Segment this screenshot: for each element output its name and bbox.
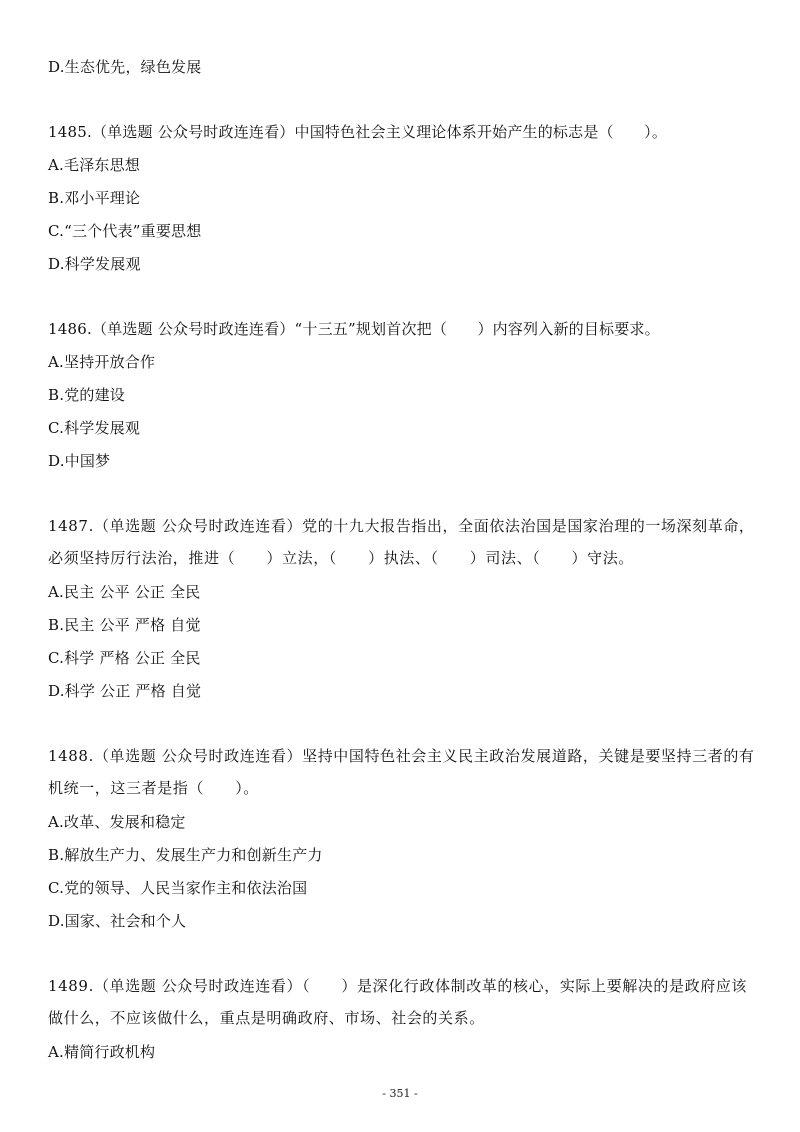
- option-text: A.改革、发展和稳定: [48, 813, 186, 831]
- option-text: B.民主 公平 严格 自觉: [48, 616, 201, 634]
- option-text: A.精简行政机构: [48, 1043, 156, 1061]
- question-1487: 1487.（单选题 公众号时政连连看）党的十九大报告指出，全面依法治国是国家治理的一场深刻革命，必须坚持厉行法治，推进（ ）立法，（ ）执法、（ ）司法、（ ）守法。: [48, 517, 755, 567]
- option-text: C.科学 严格 公正 全民: [48, 649, 201, 667]
- option-text: A.坚持开放合作: [48, 353, 156, 371]
- option-text: B.邓小平理论: [48, 189, 141, 207]
- option-text: D.科学发展观: [48, 255, 141, 273]
- option-text: B.党的建设: [48, 386, 125, 404]
- page-number: - 351 -: [382, 1087, 418, 1100]
- option-text: C.“三个代表”重要思想: [48, 222, 202, 240]
- option-text: A.民主 公平 公正 全民: [48, 583, 201, 601]
- question-1488: 1488.（单选题 公众号时政连连看）坚持中国特色社会主义民主政治发展道路，关键是要坚持三者的有机统一，这三者是指（ ）。: [48, 747, 755, 797]
- option-text: D.中国梦: [48, 452, 111, 470]
- question-1485: 1485.（单选题 公众号时政连连看）中国特色社会主义理论体系开始产生的标志是（ ）。: [48, 123, 668, 141]
- option-text: D.生态优先，绿色发展: [48, 58, 202, 76]
- option-text: B.解放生产力、发展生产力和创新生产力: [48, 846, 323, 864]
- option-text: C.科学发展观: [48, 419, 141, 437]
- option-text: D.科学 公正 严格 自觉: [48, 682, 202, 700]
- option-text: C.党的领导、人民当家作主和依法治国: [48, 879, 308, 897]
- question-1489: 1489.（单选题 公众号时政连连看）（ ）是深化行政体制改革的核心，实际上要解决的是政府应该做什么，不应该做什么，重点是明确政府、市场、社会的关系。: [48, 977, 748, 1027]
- option-text: A.毛泽东思想: [48, 156, 141, 174]
- option-text: D.国家、社会和个人: [48, 912, 187, 930]
- question-1486: 1486.（单选题 公众号时政连连看）“十三五”规划首次把（ ）内容列入新的目标要求。: [48, 320, 660, 338]
